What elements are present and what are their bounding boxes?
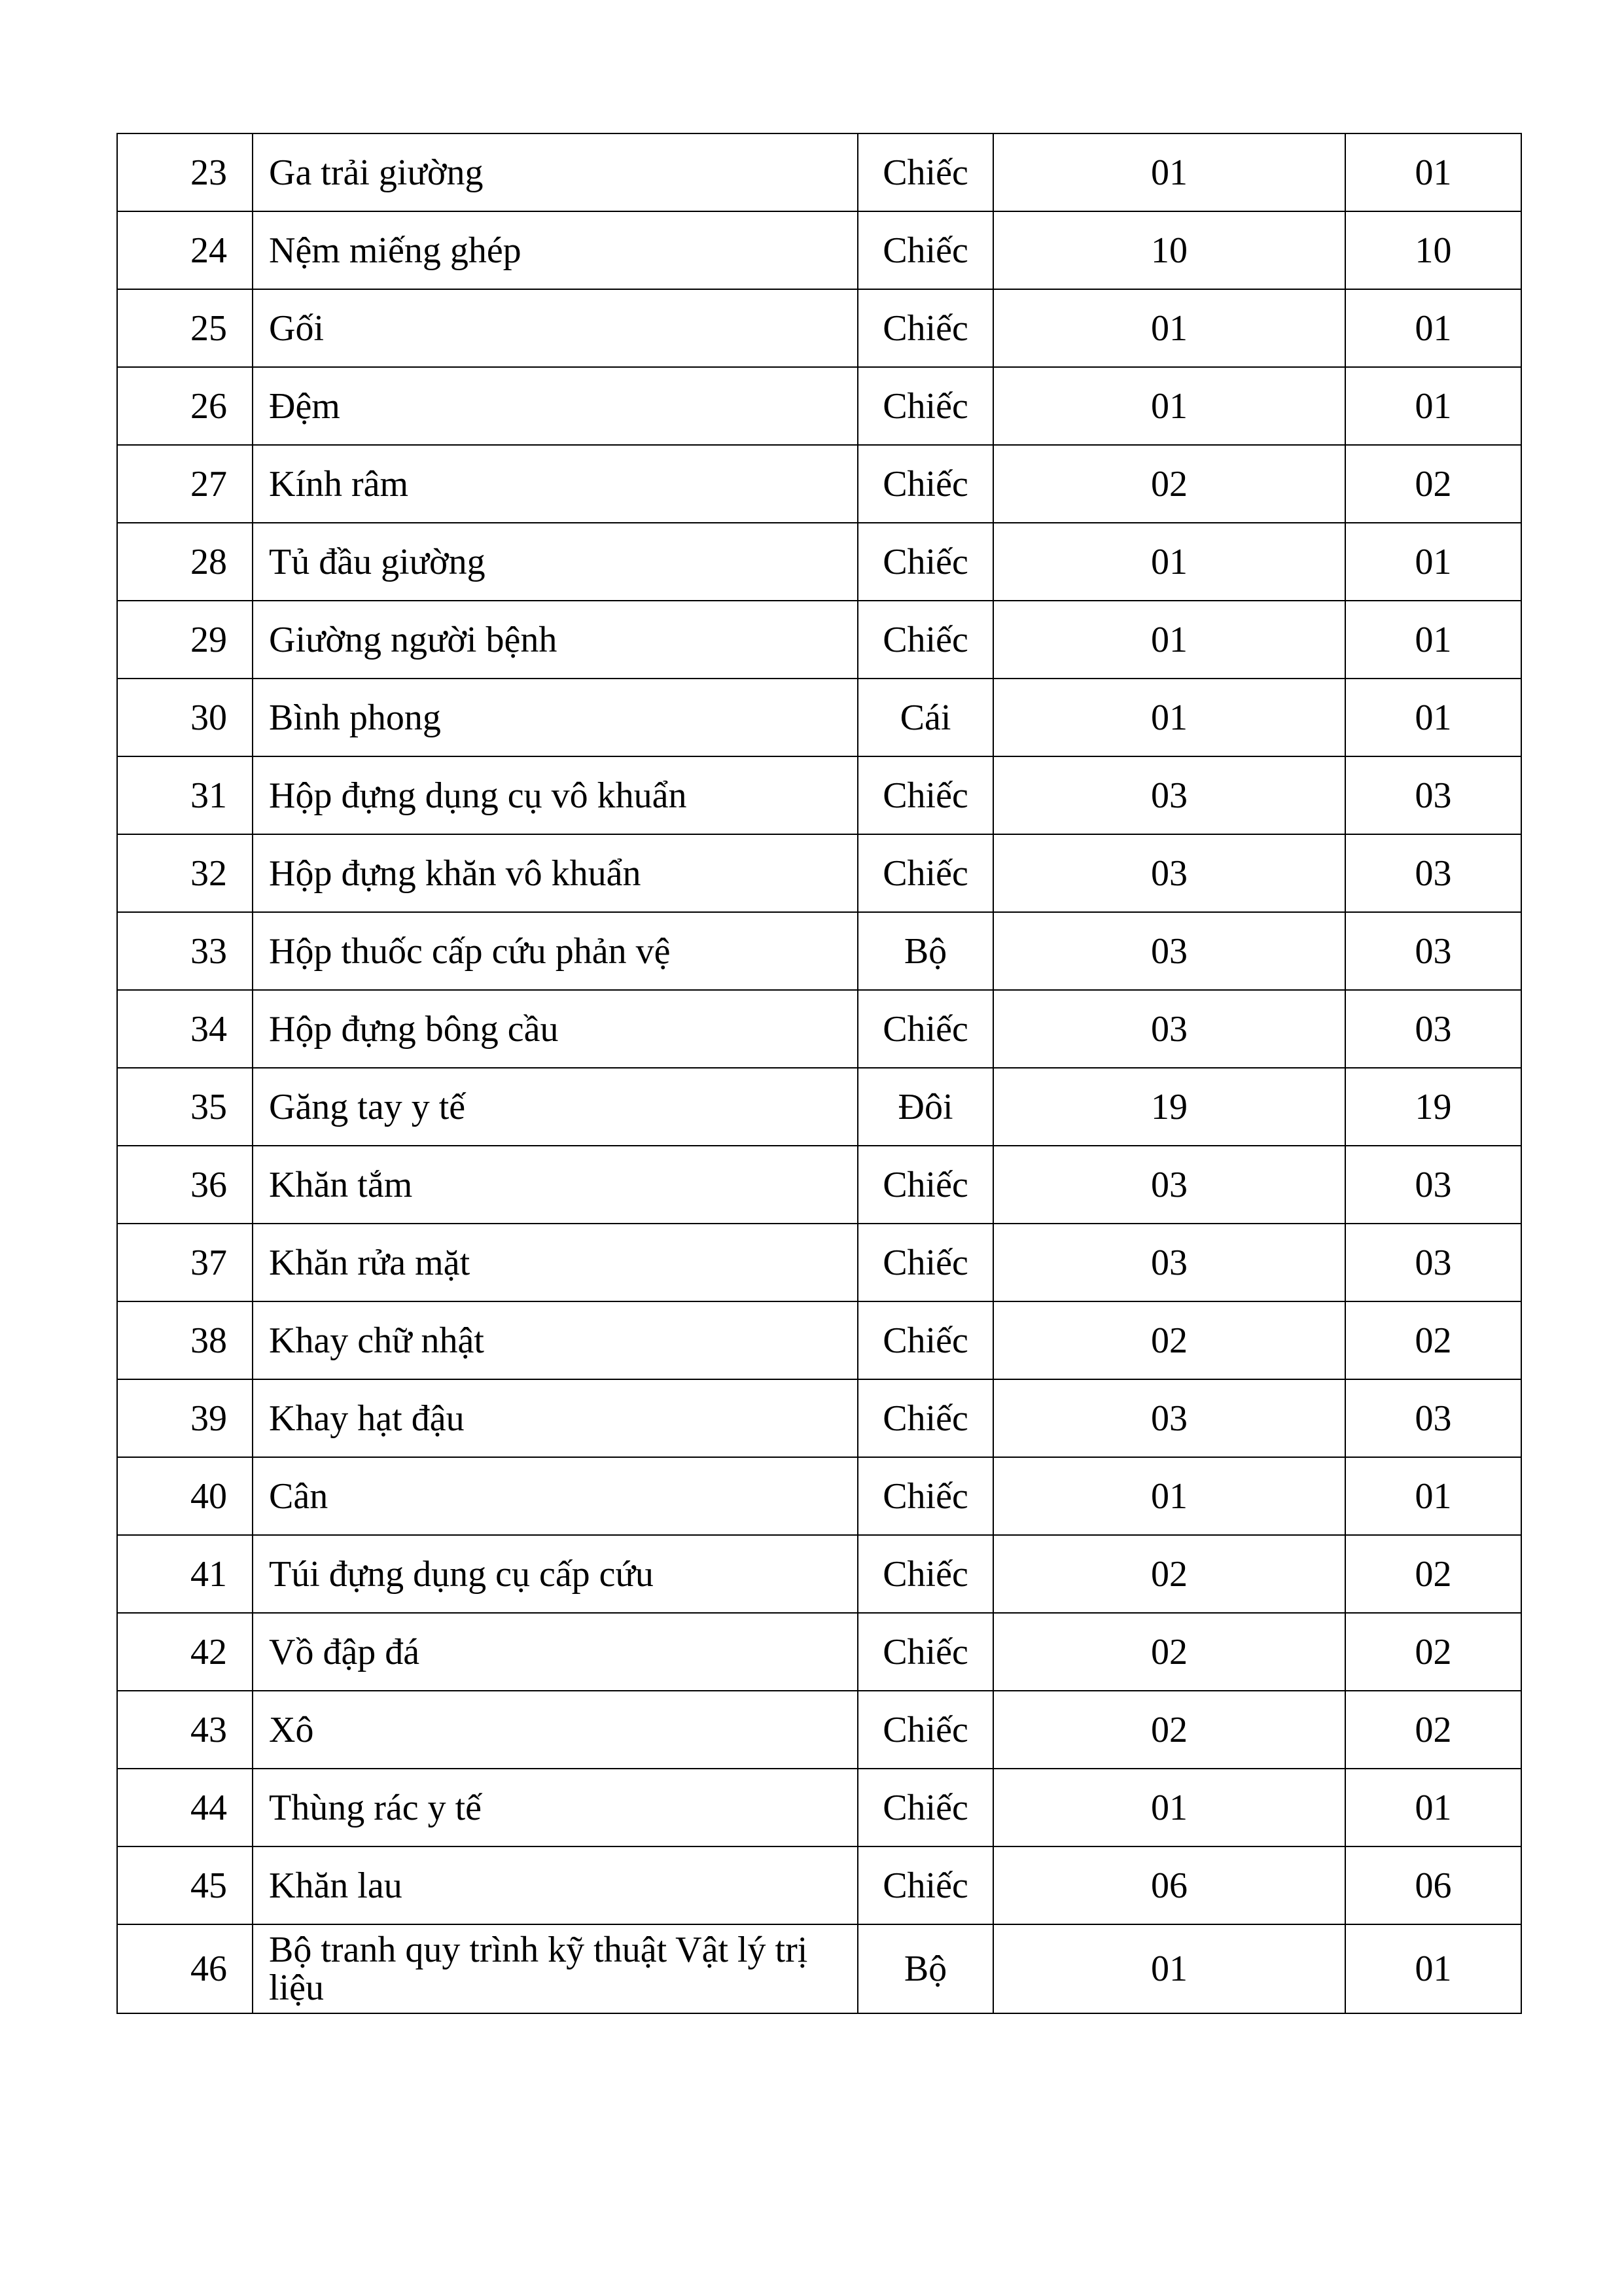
- item-unit-cell: Chiếc: [858, 1146, 993, 1224]
- item-unit-cell: Chiếc: [858, 756, 993, 834]
- table-row: [117, 1457, 1521, 1535]
- quantity-1-cell: 01: [993, 679, 1345, 756]
- quantity-2-cell: 01: [1345, 133, 1521, 211]
- item-unit-cell: Chiếc: [858, 1535, 993, 1613]
- row-number-cell: 45: [117, 1846, 253, 1924]
- item-name-cell: Tủ đầu giường: [253, 523, 858, 601]
- quantity-2-cell: 01: [1345, 679, 1521, 756]
- quantity-1-cell: 01: [993, 1924, 1345, 2013]
- table-row: [117, 133, 1521, 211]
- item-unit-cell: Chiếc: [858, 367, 993, 445]
- quantity-2-cell: 02: [1345, 1535, 1521, 1613]
- quantity-1-cell: 03: [993, 1224, 1345, 1301]
- row-number-cell: 26: [117, 367, 253, 445]
- table-row: [117, 679, 1521, 756]
- quantity-2-cell: 03: [1345, 990, 1521, 1068]
- item-unit-cell: Chiếc: [858, 523, 993, 601]
- row-number-cell: 40: [117, 1457, 253, 1535]
- item-name-cell: Bộ tranh quy trình kỹ thuật Vật lý trị liệu: [253, 1924, 858, 2013]
- item-unit-cell: Chiếc: [858, 1846, 993, 1924]
- quantity-1-cell: 02: [993, 1691, 1345, 1769]
- item-name-cell: Khăn lau: [253, 1846, 858, 1924]
- table-row: [117, 445, 1521, 523]
- quantity-1-cell: 01: [993, 1769, 1345, 1846]
- table-row: [117, 1846, 1521, 1924]
- table-row: [117, 289, 1521, 367]
- table-row: [117, 1924, 1521, 2013]
- quantity-2-cell: 03: [1345, 1224, 1521, 1301]
- row-number-cell: 24: [117, 211, 253, 289]
- quantity-2-cell: 06: [1345, 1846, 1521, 1924]
- table-row: [117, 834, 1521, 912]
- quantity-1-cell: 03: [993, 1146, 1345, 1224]
- item-name-cell: Nệm miếng ghép: [253, 211, 858, 289]
- quantity-2-cell: 03: [1345, 756, 1521, 834]
- item-unit-cell: Chiếc: [858, 990, 993, 1068]
- quantity-1-cell: 01: [993, 133, 1345, 211]
- table-row: [117, 1224, 1521, 1301]
- item-unit-cell: Chiếc: [858, 211, 993, 289]
- quantity-1-cell: 02: [993, 445, 1345, 523]
- quantity-1-cell: 03: [993, 756, 1345, 834]
- table-row: [117, 990, 1521, 1068]
- quantity-2-cell: 01: [1345, 1924, 1521, 2013]
- item-name-cell: Găng tay y tế: [253, 1068, 858, 1146]
- item-name-cell: Kính râm: [253, 445, 858, 523]
- row-number-cell: 23: [117, 133, 253, 211]
- table-row: [117, 1301, 1521, 1379]
- quantity-2-cell: 19: [1345, 1068, 1521, 1146]
- item-unit-cell: Chiếc: [858, 1224, 993, 1301]
- item-unit-cell: Bộ: [858, 912, 993, 990]
- row-number-cell: 32: [117, 834, 253, 912]
- item-name-cell: Xô: [253, 1691, 858, 1769]
- row-number-cell: 29: [117, 601, 253, 679]
- row-number-cell: 38: [117, 1301, 253, 1379]
- item-unit-cell: Chiếc: [858, 1769, 993, 1846]
- item-unit-cell: Chiếc: [858, 1613, 993, 1691]
- table-row: [117, 1379, 1521, 1457]
- item-name-cell: Ga trải giường: [253, 133, 858, 211]
- quantity-2-cell: 02: [1345, 1301, 1521, 1379]
- item-name-cell: Túi đựng dụng cụ cấp cứu: [253, 1535, 858, 1613]
- quantity-1-cell: 03: [993, 1379, 1345, 1457]
- item-unit-cell: Chiếc: [858, 289, 993, 367]
- table-body: [117, 133, 1521, 2013]
- table-row: [117, 601, 1521, 679]
- item-name-cell: Khay hạt đậu: [253, 1379, 858, 1457]
- quantity-2-cell: 02: [1345, 445, 1521, 523]
- table-row: [117, 211, 1521, 289]
- table-row: [117, 1613, 1521, 1691]
- item-name-cell: Hộp đựng bông cầu: [253, 990, 858, 1068]
- item-unit-cell: Bộ: [858, 1924, 993, 2013]
- item-unit-cell: Chiếc: [858, 133, 993, 211]
- quantity-2-cell: 01: [1345, 367, 1521, 445]
- quantity-2-cell: 01: [1345, 1769, 1521, 1846]
- quantity-2-cell: 03: [1345, 1146, 1521, 1224]
- quantity-2-cell: 03: [1345, 912, 1521, 990]
- item-name-cell: Hộp đựng khăn vô khuẩn: [253, 834, 858, 912]
- item-unit-cell: Chiếc: [858, 1691, 993, 1769]
- row-number-cell: 39: [117, 1379, 253, 1457]
- item-unit-cell: Chiếc: [858, 834, 993, 912]
- row-number-cell: 28: [117, 523, 253, 601]
- row-number-cell: 41: [117, 1535, 253, 1613]
- item-name-cell: Khay chữ nhật: [253, 1301, 858, 1379]
- item-name-cell: Giường người bệnh: [253, 601, 858, 679]
- row-number-cell: 34: [117, 990, 253, 1068]
- item-name-cell: Vồ đập đá: [253, 1613, 858, 1691]
- quantity-1-cell: 10: [993, 211, 1345, 289]
- table-row: [117, 1535, 1521, 1613]
- table-row: [117, 1068, 1521, 1146]
- row-number-cell: 42: [117, 1613, 253, 1691]
- row-number-cell: 37: [117, 1224, 253, 1301]
- item-unit-cell: Chiếc: [858, 1301, 993, 1379]
- item-name-cell: Khăn rửa mặt: [253, 1224, 858, 1301]
- row-number-cell: 43: [117, 1691, 253, 1769]
- item-unit-cell: Chiếc: [858, 1379, 993, 1457]
- item-name-cell: Đệm: [253, 367, 858, 445]
- table-row: [117, 1769, 1521, 1846]
- quantity-1-cell: 19: [993, 1068, 1345, 1146]
- item-name-cell: Khăn tắm: [253, 1146, 858, 1224]
- item-unit-cell: Chiếc: [858, 601, 993, 679]
- item-name-cell: Thùng rác y tế: [253, 1769, 858, 1846]
- item-unit-cell: Cái: [858, 679, 993, 756]
- item-name-cell: Hộp đựng dụng cụ vô khuẩn: [253, 756, 858, 834]
- quantity-1-cell: 01: [993, 1457, 1345, 1535]
- row-number-cell: 44: [117, 1769, 253, 1846]
- quantity-1-cell: 01: [993, 601, 1345, 679]
- quantity-1-cell: 03: [993, 912, 1345, 990]
- item-unit-cell: Chiếc: [858, 1457, 993, 1535]
- item-name-cell: Gối: [253, 289, 858, 367]
- row-number-cell: 35: [117, 1068, 253, 1146]
- quantity-2-cell: 03: [1345, 1379, 1521, 1457]
- row-number-cell: 25: [117, 289, 253, 367]
- row-number-cell: 36: [117, 1146, 253, 1224]
- quantity-2-cell: 03: [1345, 834, 1521, 912]
- quantity-2-cell: 01: [1345, 1457, 1521, 1535]
- table-row: [117, 523, 1521, 601]
- equipment-table: [116, 133, 1522, 2014]
- quantity-1-cell: 03: [993, 834, 1345, 912]
- quantity-1-cell: 02: [993, 1301, 1345, 1379]
- item-unit-cell: Đôi: [858, 1068, 993, 1146]
- item-name-cell: Cân: [253, 1457, 858, 1535]
- item-name-cell: Bình phong: [253, 679, 858, 756]
- quantity-2-cell: 02: [1345, 1613, 1521, 1691]
- row-number-cell: 30: [117, 679, 253, 756]
- quantity-2-cell: 01: [1345, 601, 1521, 679]
- quantity-2-cell: 01: [1345, 289, 1521, 367]
- row-number-cell: 33: [117, 912, 253, 990]
- table-row: [117, 912, 1521, 990]
- quantity-1-cell: 01: [993, 289, 1345, 367]
- table-row: [117, 367, 1521, 445]
- quantity-1-cell: 01: [993, 523, 1345, 601]
- quantity-2-cell: 01: [1345, 523, 1521, 601]
- quantity-1-cell: 02: [993, 1613, 1345, 1691]
- row-number-cell: 46: [117, 1924, 253, 2013]
- quantity-1-cell: 06: [993, 1846, 1345, 1924]
- quantity-2-cell: 02: [1345, 1691, 1521, 1769]
- item-unit-cell: Chiếc: [858, 445, 993, 523]
- item-name-cell: Hộp thuốc cấp cứu phản vệ: [253, 912, 858, 990]
- quantity-1-cell: 01: [993, 367, 1345, 445]
- table-row: [117, 1691, 1521, 1769]
- quantity-1-cell: 03: [993, 990, 1345, 1068]
- table-row: [117, 1146, 1521, 1224]
- table-row: [117, 756, 1521, 834]
- quantity-1-cell: 02: [993, 1535, 1345, 1613]
- quantity-2-cell: 10: [1345, 211, 1521, 289]
- row-number-cell: 27: [117, 445, 253, 523]
- row-number-cell: 31: [117, 756, 253, 834]
